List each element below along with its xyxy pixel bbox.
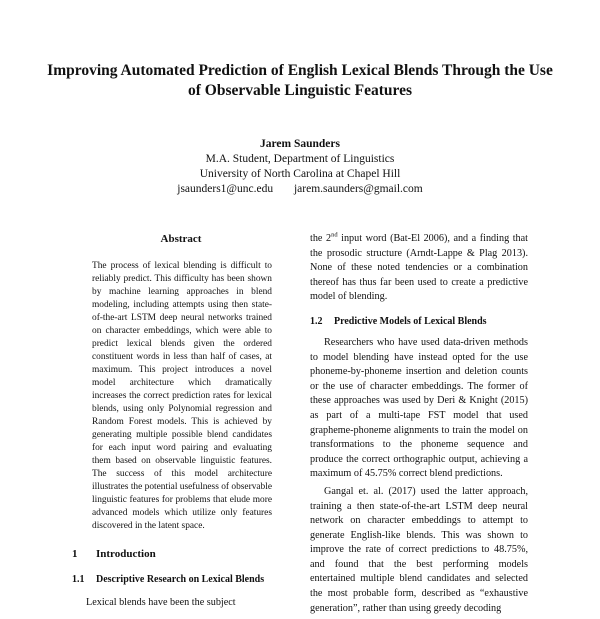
author-emails [40, 182, 560, 197]
subsection-heading-predictive-models [310, 315, 528, 328]
author-block [40, 137, 560, 197]
author-email-1: jsaunders1@unc.edu [177, 183, 274, 195]
paragraph-gangal-lstm: Gangal et. al. (2017) used the latter approach, training a then state-of-the-art LSTM deep neural network on character embeddings to attempt to generate English-like blends. This was shown to improve the rate of correct predictions to 48.75%, and found that the best performing models entertained multiple blend candidates and selected the most probable form, described as “exhaustive generation”, rather than using greedy decoding [310, 485, 528, 614]
author-name: Jarem Saunders [260, 138, 340, 150]
paragraph-continued [310, 232, 528, 305]
subsection-heading-descriptive-research [72, 573, 290, 586]
paragraph-text-start: the 2 [310, 233, 332, 244]
subsection-title: Descriptive Research on Lexical Blends [96, 574, 265, 585]
subsection-number: 1.2 [310, 315, 323, 327]
left-column-cutoff-text: Lexical blends have been the subject [86, 597, 236, 608]
abstract-heading: Abstract [160, 233, 202, 245]
section-number: 1 [72, 548, 78, 560]
section-heading-introduction [72, 547, 290, 561]
left-column [72, 232, 290, 594]
author-position: M.A. Student, Department of Linguistics [205, 153, 395, 165]
paper-title: Improving Automated Prediction of English Lexical Blends Through the Use of Observable Linguistic Features [47, 62, 553, 99]
author-affiliation: University of North Carolina at Chapel Hill [199, 168, 401, 180]
abstract-text: The process of lexical blending is difficult to reliably predict. This difficulty has been shown by machine learning approaches in blend modeling, including attempts using then state-of-the-art LSTM deep neural networks trained on character embeddings, which were able to predict lexical blends given the ordered constituent words in less than half of cases, at maximum. This project introduces a novel model architecture which dramatically increases the correct prediction rates for lexical blends, using only Polynomial regression and Random Forest models. This is achieved by generating multiple possible blend candidates for each input word pairing and evaluating them based on observable linguistic features. The success of this model architecture illustrates the potential usefulness of observable linguistic features for problems that elude more advanced models which utilize only features discovered in the latent space. [92, 261, 272, 531]
right-column [310, 232, 528, 619]
subsection-title: Predictive Models of Lexical Blends [334, 315, 487, 327]
subsection-number: 1.1 [72, 574, 85, 585]
author-email-2: jarem.saunders@gmail.com [293, 183, 423, 195]
paragraph-data-driven-methods: Researchers who have used data-driven methods to model blending have instead opted for the use phoneme-by-phoneme insertion and deletion counts or the use of character embeddings. The former of these approaches was used by Deri & Knight (2015) as part of a multi-tape FST model that used grapheme-phoneme alignments to train the model on transformations to the phoneme sequence and produce the correct orthographic output, achieving a maximum of 45.75% correct blend predictions. [310, 336, 528, 480]
ordinal-superscript: nd [331, 231, 338, 239]
paragraph-text-rest: input word (Bat-El 2006), and a finding that the prosodic structure (Arndt-Lappe & Plag 2013). None of these noted tendencies or a combination thereof has thus far been used to create a predictive model of blending. [310, 233, 528, 303]
section-title: Introduction [96, 548, 156, 560]
